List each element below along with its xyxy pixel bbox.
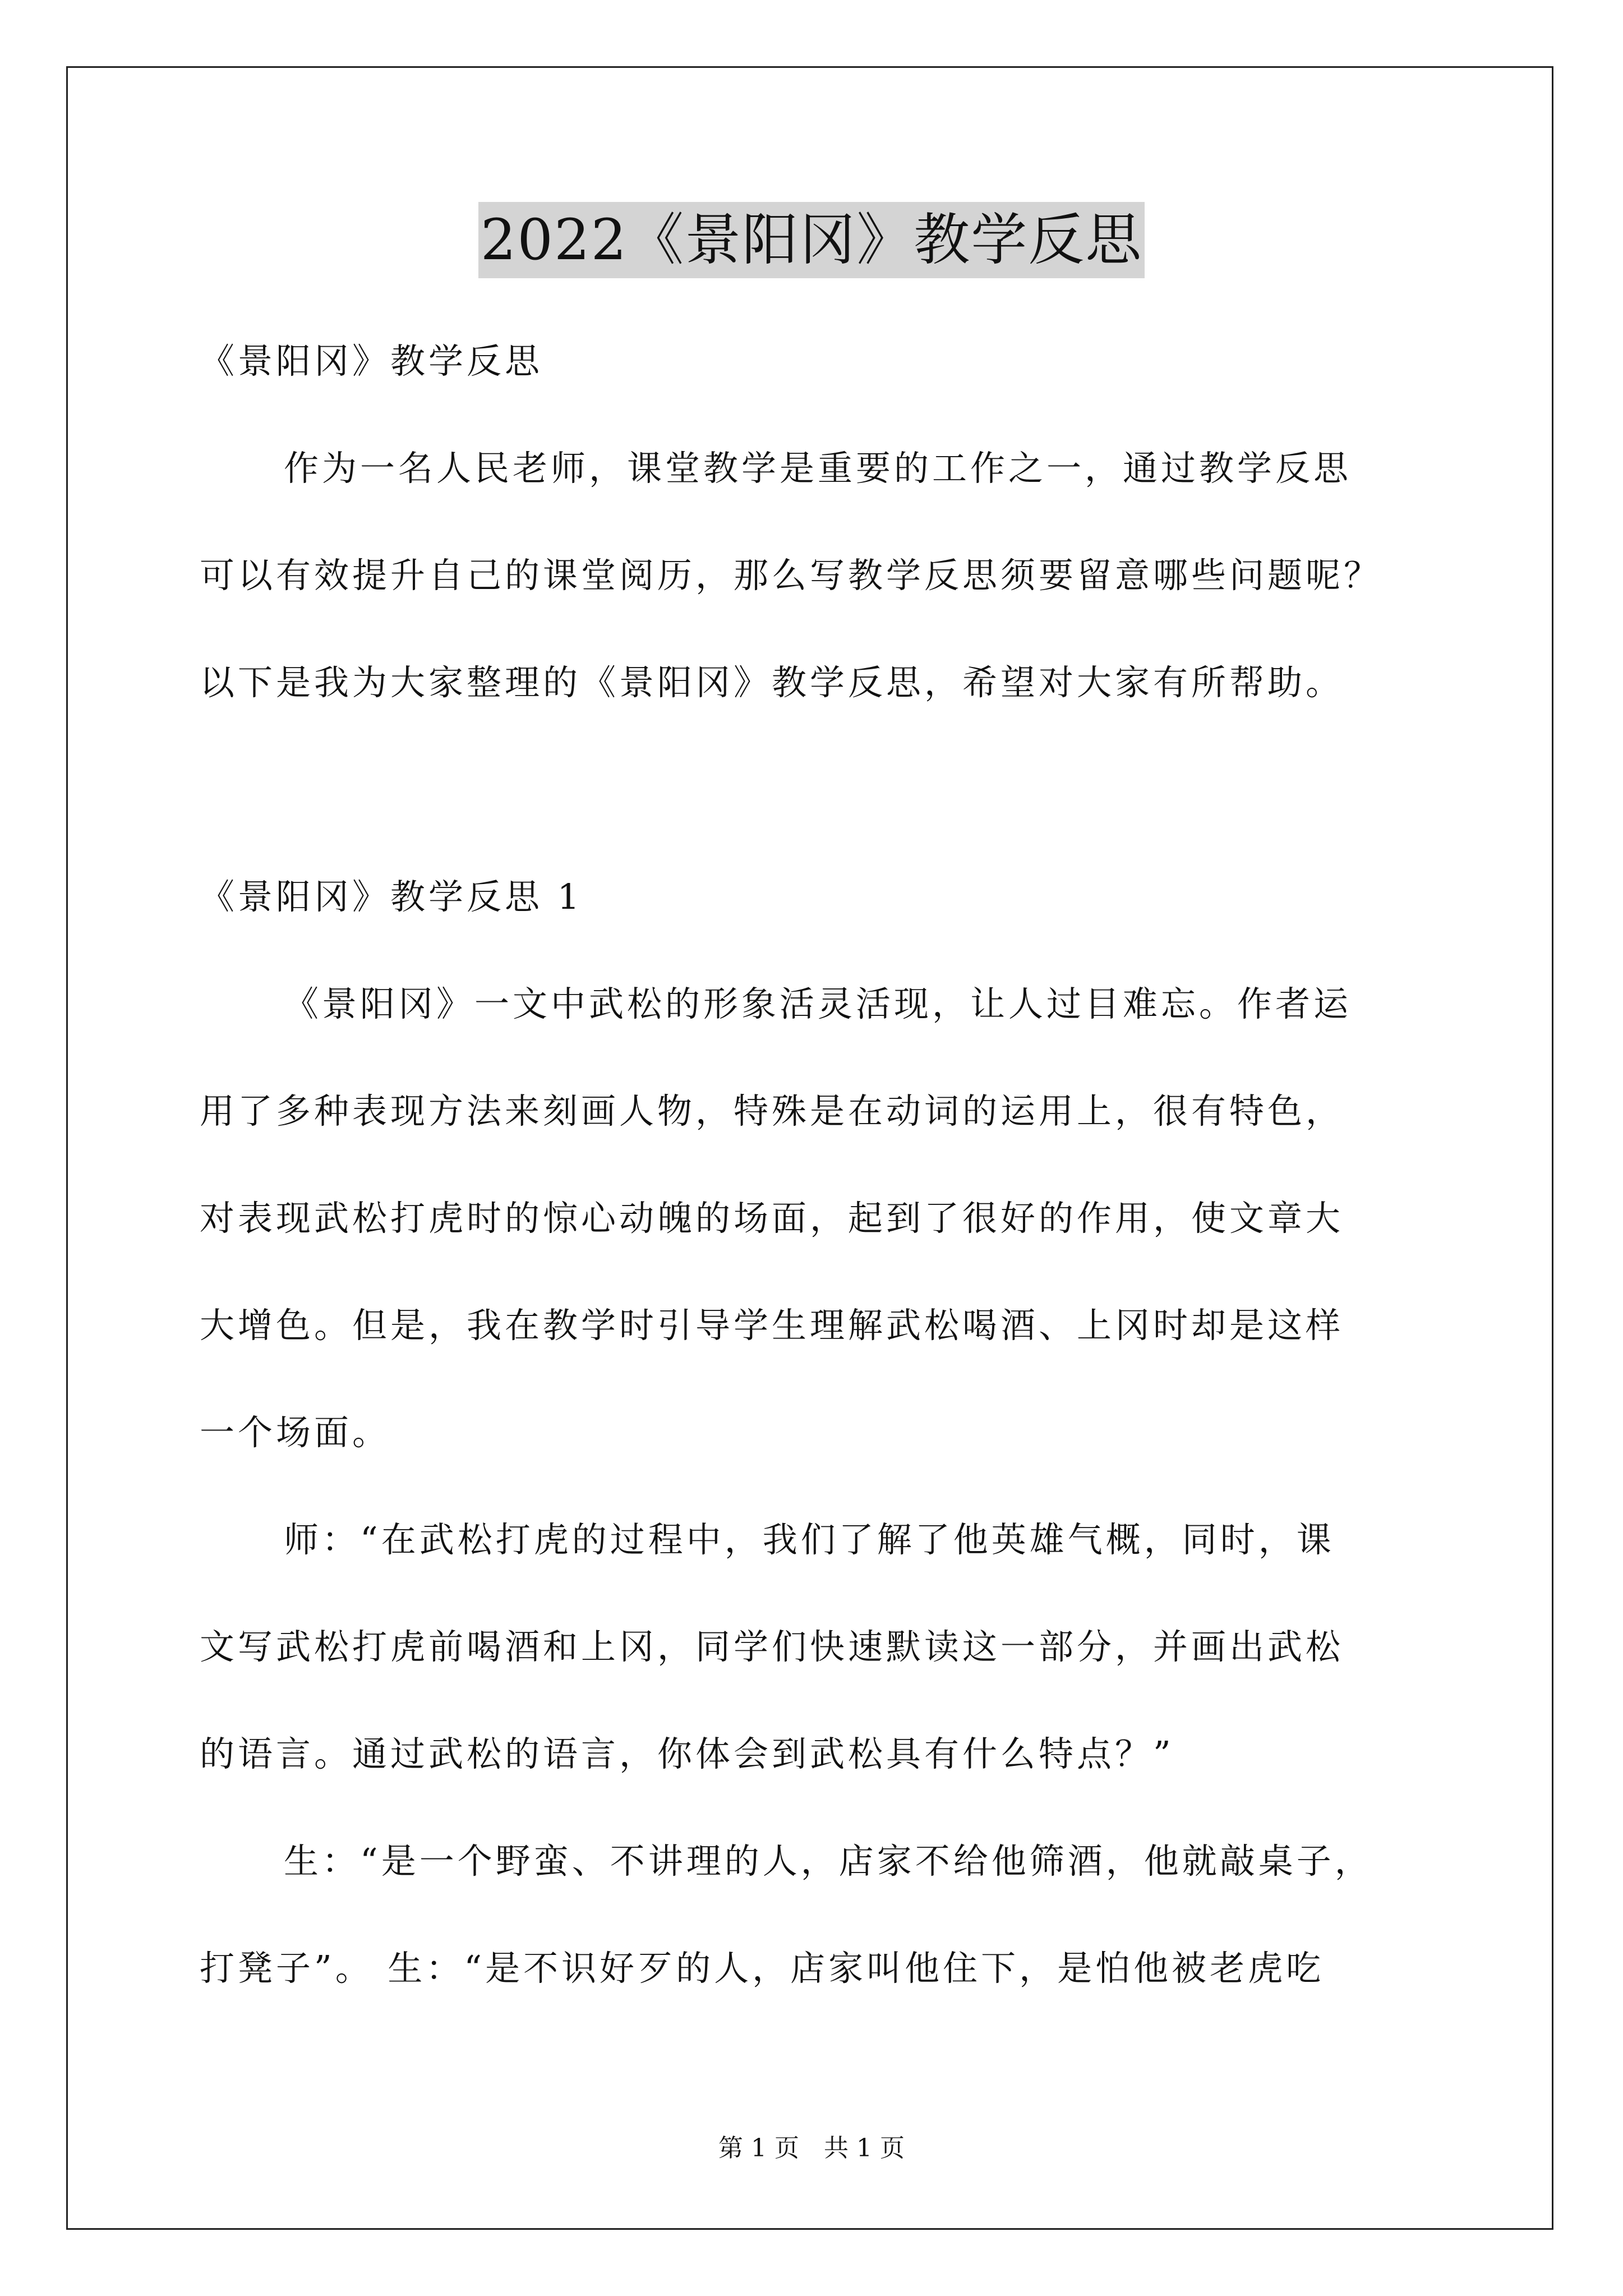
- paragraph-line: 《景阳冈》一文中武松的形象活灵活现，让人过目难忘。作者运: [284, 983, 1352, 1024]
- paragraph-line: 作为一名人民老师，课堂教学是重要的工作之一，通过教学反思: [284, 448, 1352, 489]
- paragraph-line: 生：“是一个野蛮、不讲理的人，店家不给他筛酒，他就敲桌子，: [284, 1841, 1373, 1881]
- paragraph-line: 用了多种表现方法来刻画人物，特殊是在动词的运用上，很有特色，: [200, 1091, 1344, 1131]
- section-heading: 《景阳冈》教学反思 1: [200, 876, 583, 917]
- paragraph-line: 文写武松打虎前喝酒和上冈，同学们快速默读这一部分，并画出武松: [200, 1626, 1344, 1667]
- paragraph-line: 大增色。但是，我在教学时引导学生理解武松喝酒、上冈时却是这样: [200, 1305, 1344, 1346]
- document-body: [200, 307, 1433, 2022]
- paragraph-line: 可以有效提升自己的课堂阅历，那么写教学反思须要留意哪些问题呢？: [200, 555, 1382, 596]
- title-wrap: [0, 202, 1623, 278]
- page-total: 共 1 页: [824, 2134, 905, 2162]
- section-heading: 《景阳冈》教学反思: [200, 341, 543, 381]
- paragraph-line: 师：“在武松打虎的过程中，我们了解了他英雄气概，同时，课: [284, 1519, 1335, 1560]
- blank-line: [200, 736, 1433, 843]
- page-number: 第 1 页: [718, 2134, 799, 2162]
- paragraph-line: 的语言。通过武松的语言，你体会到武松具有什么特点？”: [200, 1733, 1174, 1774]
- paragraph-line: 一个场面。: [200, 1412, 391, 1453]
- paragraph-line: 对表现武松打虎时的惊心动魄的场面，起到了很好的作用，使文章大: [200, 1198, 1344, 1239]
- document-title: 2022《景阳冈》教学反思: [478, 202, 1145, 278]
- page-footer: [0, 2132, 1623, 2165]
- paragraph-line: 打凳子”。 生：“是不识好歹的人，店家叫他住下，是怕他被老虎吃: [200, 1948, 1325, 1989]
- paragraph-line: 以下是我为大家整理的《景阳冈》教学反思，希望对大家有所帮助。: [200, 662, 1344, 703]
